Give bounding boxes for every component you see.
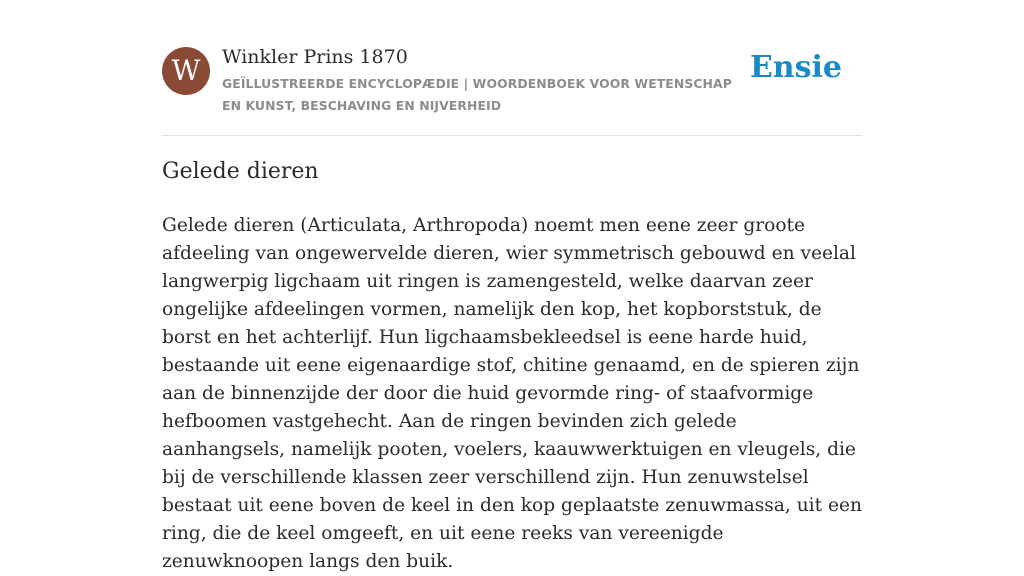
brand-logo[interactable]: Ensie (749, 50, 842, 85)
source-subtitle: GEÏLLUSTREERDE ENCYCLOPÆDIE | WOORDENBOEK VOOR WETENSCHAP EN KUNST, BESCHAVING EN NIJVERHEID (222, 76, 732, 113)
entry-body: Gelede dieren (Articulata, Arthropoda) noemt men eene zeer groote afdeeling van ongewervelde dieren, wier symmetrisch gebouwd en veelal langwerpig ligchaam uit ringen is zamengesteld, welke daarvan zeer ongelijke afdeelingen vormen, namelijk den kop, het kopborststuk, de borst en het achterlijf. Hun ligchaamsbekleedsel is eene harde huid, bestaande uit eene eigenaardige stof, chitine genaamd, en de spieren zijn aan de binnenzijde der door die huid gevormde ring- of staafvormige hefboomen vastgehecht. Aan de ringen bevinden zich gelede aanhangsels, namelijk pooten, voelers, kaauwwerktuigen en vleugels, die bij de verschillende klassen zeer verschillend zijn. Hun zenuwstelsel bestaat uit eene boven de keel in den kop geplaatste zenuwmassa, uit een ring, die de keel omgeeft, en uit eene reeks van vereenigde zenuwknoopen langs den buik. (162, 215, 862, 572)
avatar[interactable]: W (162, 47, 210, 95)
header-divider (162, 135, 862, 136)
source-title[interactable]: Winkler Prins 1870 (222, 46, 408, 68)
entry-title: Gelede dieren (162, 159, 319, 184)
source-header (162, 46, 862, 136)
